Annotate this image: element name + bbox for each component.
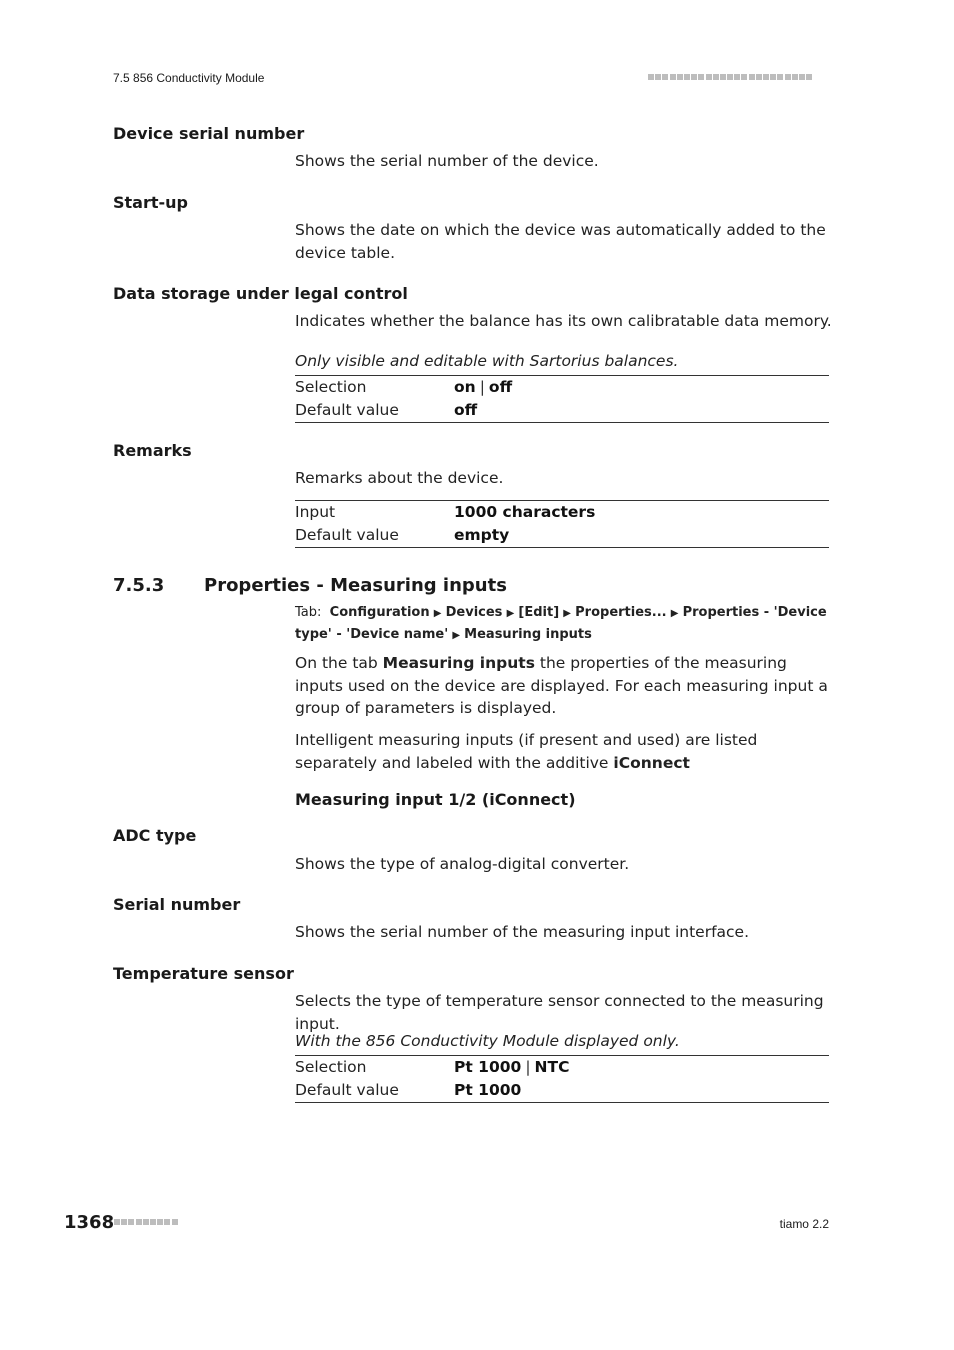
option-pt1000: Pt 1000 [454,1058,522,1076]
term-serial-number: Serial number [113,895,241,914]
param-value [454,376,512,399]
option-separator: | [479,378,485,396]
path-edit: [Edit] [518,605,560,620]
arrow-icon: ▶ [506,608,515,619]
text-run: On the tab [295,654,383,672]
option-ntc: NTC [534,1058,570,1076]
text-run: Intelligent measuring inputs (if present and used) are listed separately and labeled with the additive [295,731,758,772]
desc-data-storage: Indicates whether the balance has its own calibratable data memory. [295,312,832,330]
desc-device-serial-number: Shows the serial number of the device. [295,152,599,170]
desc-temperature-sensor: Selects the type of temperature sensor connected to the measuring input. [295,992,824,1033]
term-adc-type: ADC type [113,826,197,845]
term-data-storage: Data storage under legal control [113,284,408,303]
section-paragraph-2 [295,729,825,774]
param-label: Default value [295,526,399,544]
option-on: on [454,378,476,396]
param-row-input [295,501,829,524]
header-decoration-dots [648,74,813,93]
text-bold: Measuring inputs [382,654,535,672]
params-table-remarks [295,500,829,548]
param-row-selection [295,1056,829,1079]
text-bold: iConnect [613,753,690,772]
desc-start-up: Shows the date on which the device was automatically added to the device table. [295,221,826,262]
desc-remarks: Remarks about the device. [295,469,504,487]
section-number: 7.5.3 [113,575,165,596]
params-table-data-storage [295,375,829,423]
page-number: 1368 [64,1212,115,1233]
arrow-icon: ▶ [452,630,461,641]
term-device-serial-number: Device serial number [113,124,305,143]
desc-serial-number: Shows the serial number of the measuring input interface. [295,923,750,941]
tab-navigation-path [295,602,835,646]
section-paragraph-1 [295,652,833,720]
footer-product: tiamo 2.2 [779,1217,829,1231]
param-value: Pt 1000 [454,1081,522,1099]
option-separator: | [525,1058,531,1076]
param-row-default [295,399,829,422]
option-off: off [488,378,513,396]
arrow-icon: ▶ [563,608,571,619]
path-measuring-inputs: Measuring inputs [464,627,592,642]
path-properties: Properties... [575,605,667,620]
term-start-up: Start-up [113,193,188,212]
path-properties-device: Properties - 'Device type' - 'Device name' [295,605,827,642]
text-run: the properties of the measuring inputs used on the device are displayed. For each measuring input a group of parameters is displayed. [295,654,828,717]
param-value: off [454,401,478,419]
footer-decoration-dots [114,1219,179,1238]
param-label: Selection [295,1058,367,1076]
tab-prefix: Tab: [295,605,322,620]
arrow-icon: ▶ [670,608,679,619]
param-row-default [295,524,829,547]
arrow-icon: ▶ [433,608,442,619]
param-value: empty [454,526,510,544]
note-temperature-sensor: With the 856 Conductivity Module displayed only. [295,1032,680,1050]
section-title: Properties - Measuring inputs [204,575,507,596]
param-value [454,1056,569,1079]
param-label: Default value [295,401,399,419]
param-row-selection [295,376,829,399]
path-configuration: Configuration [329,605,430,620]
desc-adc-type: Shows the type of analog-digital converter. [295,855,630,873]
param-label: Input [295,503,336,521]
term-remarks: Remarks [113,441,192,460]
path-devices: Devices [445,605,503,620]
term-temperature-sensor: Temperature sensor [113,964,294,983]
running-header: 7.5 856 Conductivity Module [113,71,265,85]
param-label: Default value [295,1081,399,1099]
param-row-default [295,1079,829,1102]
param-value: 1000 characters [454,503,596,521]
params-table-temperature-sensor [295,1055,829,1103]
note-data-storage: Only visible and editable with Sartorius balances. [295,352,679,370]
param-label: Selection [295,378,367,396]
subheading-measuring-input: Measuring input 1/2 (iConnect) [295,790,576,809]
